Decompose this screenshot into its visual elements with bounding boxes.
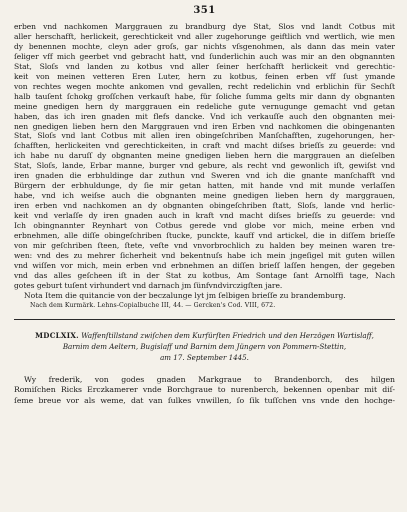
charter-text-2 <box>14 375 395 407</box>
text-line: gotes geburt tuſent virhundert vnd darnach jm ſünfvndvirczigſten jare. <box>14 280 283 290</box>
heading-line-3: am 17. September 1445. <box>160 352 249 362</box>
text-line: Stat, Sloſs, lande, Erbar manne, burger vnd gebure, als recht vnd gewonlich iſt, gewiſst vnd <box>14 161 395 171</box>
text-line: Romiſchen Ricks Erczkamerer vnde Borchgraue to nurenberch, bekennen openbar mit diſ- <box>14 385 395 395</box>
text-line: nen gnedigen lieben hern den Marggrauen vnd iren Erben vnd nachkomen die obingenanten <box>14 121 395 131</box>
text-line: iren erben vnd nachkomen an dy obgnanten obingeſchriben ſtatt, Sloſs, lande vnd herlic- <box>14 201 395 211</box>
text-line: wen: vnd des zu mehrer ſicherheit vnd bekentnuſs habe ich mein jngeſigel mit guten willen <box>14 250 395 260</box>
text-line: keit von meinen vetteren Eren Luter, hern zu kotbus, feinen erben vff ſust ymande <box>14 71 395 81</box>
text-line: Wy frederik, von godes gnaden Markgraue to Brandenborch, des hilgen <box>24 374 395 384</box>
text-line: erben vnd nachkomen Marggrauen zu brandburg dye Stat, Slos vnd landt Cotbus mit <box>14 22 395 31</box>
text-line: von mir geſchriben ſteen, ſtete, veſte vnd vnvorbrochlich zu halden bey meinen waren tre- <box>14 240 395 250</box>
heading-line-1: Waffenſtillstand zwiſchen dem Kurfürſten Friedrich und den Herzögen Wartislaff, <box>81 330 374 340</box>
text-line: habe, vnd ich weiſse auch die obgnanten meine gnedigen lieben hern dy marggrauen, <box>14 191 395 201</box>
text-line: von rechtes wegen mochte ankomen vnd gevallen, recht redelichin vnd erblichin für Sechſt <box>14 81 395 91</box>
text-line: ich habe nu daruſſ dy obgnanten meine gnedigen lieben hern die marggrauen an dieſelben <box>14 151 395 161</box>
note-line: Nota Item die quitancie von der beczalunge lyt jm ſelbigen brieſſe zu brandemburg. <box>24 290 346 300</box>
charter-text <box>14 22 395 291</box>
text-line: vnd wiſſen vor mich, mein erben vnd erbnehmen an diſſen brieſſ laſſen hengen, der gegeben <box>14 260 395 270</box>
text-line: Stat, Sloſs vnd lant Cotbus mit allen iren obingeſchriben Manſchafften, zugehorungen, her- <box>14 131 395 141</box>
source-citation: Nach dem Kurmärk. Lehns-Copialbuche III, 44. — Gercken's Cod. VIII, 672. <box>30 301 276 309</box>
text-line: iren gnaden die erbhuldinge dar zuthun vnd Sweren vnd ich die gnante manſchafft vnd <box>14 171 395 181</box>
text-line: ſchafften, herlickeiten vnd gerechtickeiten, in craft vnd macht diſses brieſſs zu geuerde: vnd <box>14 141 395 151</box>
document-heading <box>14 330 395 363</box>
text-line: meine gnedigen hern dy marggrauen ein redeliche gute vernugunge gemacht vnd getan <box>14 101 395 111</box>
text-line: erbnehmen, alle diſſe obingeſchriben ſtucke, punckte, kauff vnd artickel, die in diſſem brieſſe <box>14 231 395 241</box>
text-line: Stat, Sloſs vnd landen zu kotbus vnd aller ſeiner herſchafft herlickeit vnd gerechtic- <box>14 61 395 71</box>
text-line: ſeliger vff mich geerbet vnd gebracht hatt, vnd ſunderlichin auch was mir an den obgnannten <box>14 51 395 61</box>
page-number: 351 <box>193 5 216 16</box>
text-line: Ich obingnannter Reynhart von Cotbus gerede vnd globe vor mich, meine erben vnd <box>14 221 395 231</box>
section-divider <box>14 319 395 320</box>
text-line: ſeme breue vor als weme, dat van ſulkes vnwillen, ſo ſik tuſſchen vns vnde den hochge- <box>14 395 395 405</box>
heading-line-2: Barnim dem Aeltern, Bugislaff und Barnim dem Jüngern von Pommern-Stettin, <box>62 341 347 351</box>
text-line: aller herschafft, herlickeit, gerechtickeit vnd aller zugehorunge geiftlich vnd wertlich, wie men <box>14 31 395 41</box>
text-line: halb tauſent ſchokg groſſchen verkauſt habe, für ſoliche ſumma gelts mir dann dy obgnanten <box>14 91 395 101</box>
text-line: vnd das alles geſcheen iſt in der Stat zu kotbus, Am Sontage ſant Arnolffi tage, Nach <box>14 270 395 280</box>
text-line: haben, das ich iren gnaden mit flefs dancke. Vnd ich verkauſſe auch den obgnanten mei- <box>14 111 395 121</box>
text-line: dy benennen mochte, cleyn ader groſs, gar nichts vſsgenohmen, als dann das mein vater <box>14 41 395 51</box>
document-number: MDCLXIX. <box>35 330 79 340</box>
text-line: keit vnd verlaſſe dy iren gnaden auch in kraft vnd macht diſses brieſſs zu geuerde: vnd <box>14 211 395 221</box>
text-line: Bürgern der erbhuldunge, dy ſie mir getan hatten, mit hande vnd mit munde verlaſſen <box>14 181 395 191</box>
